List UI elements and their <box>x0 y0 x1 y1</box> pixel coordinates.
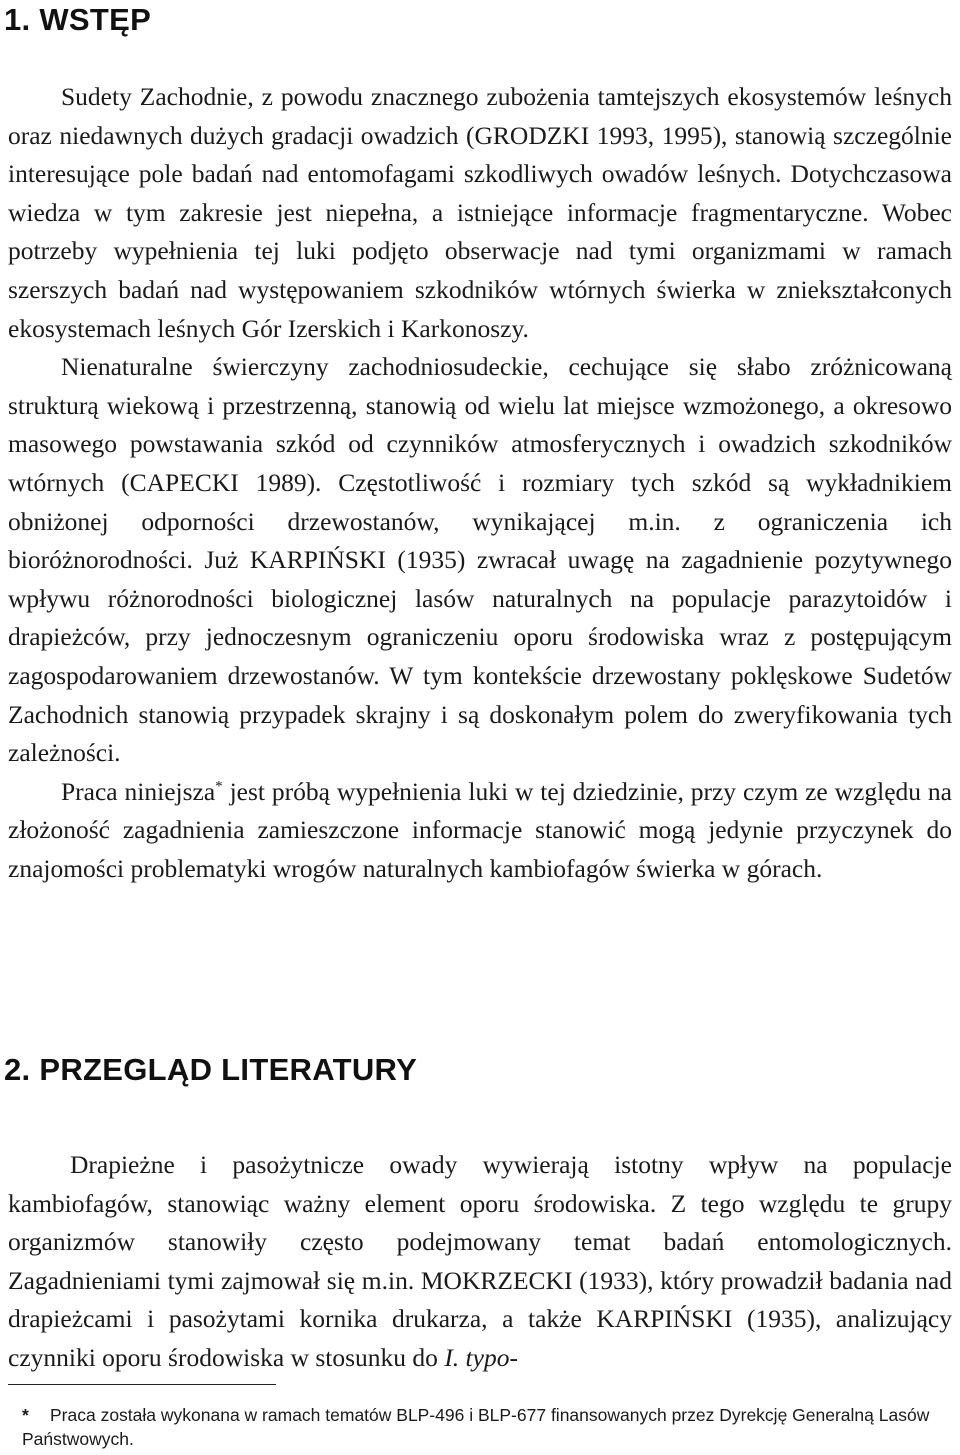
paragraph-text: jest próbą wypełnienia luki w tej dziedzinie, przy czym ze względu na złożoność zagadnienia zamieszczone informacje stanowić mogą jedynie przyczynek do znajomości problematyki wrogów naturalnych kambiofagów świerka w górach. <box>8 776 952 883</box>
footnote-divider <box>8 1384 276 1385</box>
footnote <box>22 1403 952 1451</box>
paragraph: Sudety Zachodnie, z powodu znacznego zubożenia tamtejszych ekosystemów leśnych oraz niedawnych dużych gradacji owadzich (GRODZKI 1993, 1995), stanowią szczególnie interesujące pole badań nad entomofagami szkodliwych owadów leśnych. Dotychczasowa wiedza w tym zakresie jest niepełna, a istniejące informacje fragmentaryczne. Wobec potrzeby wypełnienia tej luki podjęto obserwacje nad tymi organizmami w ramach szerszych badań nad występowaniem szkodników wtórnych świerka w zniekształconych ekosystemach leśnych Gór Izerskich i Karkonoszy. <box>8 82 952 343</box>
section-body-literature-review <box>8 1146 952 1378</box>
section-heading-introduction: 1. WSTĘP <box>4 2 152 37</box>
paragraph <box>8 1146 952 1378</box>
paragraph <box>8 773 952 889</box>
paragraph: Nienaturalne świerczyny zachodniosudeckie, cechujące się słabo zróżnicowaną strukturą wiekową i przestrzenną, stanowią od wielu lat miejsce wzmożonego, a okresowo masowego powstawania szkód od czynników atmosferycznych i owadzich szkodników wtórnych (CAPECKI 1989). Częstotliwość i rozmiary tych szkód są wykładnikiem obniżonej odporności drzewostanów, wynikającej m.in. z ograniczenia ich bioróżnorodności. Już KARPIŃSKI (1935) zwracał uwagę na zagadnienie pozytywnego wpływu różnorodności biologicznej lasów naturalnych na populacje parazytoidów i drapieżców, przy jednoczesnym ograniczeniu oporu środowiska wraz z postępującym zagospodarowaniem drzewostanów. W tym kontekście drzewostany poklęskowe Sudetów Zachodnich stanowią przypadek skrajny i są doskonałym polem do zweryfikowania tych zależności. <box>8 352 952 768</box>
section-heading-literature-review: 2. PRZEGLĄD LITERATURY <box>4 1052 418 1087</box>
footnote-mark: * <box>22 1405 29 1425</box>
species-name: I. typo- <box>444 1342 518 1372</box>
paragraph-text: Drapieżne i pasożytnicze owady wywierają istotny wpływ na populacje kambiofagów, stanowiąc ważny element oporu środowiska. Z tego względu te grupy organizmów stanowiły często podejmowany temat badań entomologicznych. Zagadnieniami tymi zajmował się m.in. MOKRZECKI (1933), który prowadził badania nad drapieżcami i pasożytami kornika drukarza, a także KARPIŃSKI (1935), analizujący czynniki oporu środowiska w stosunku do <box>8 1150 952 1372</box>
footnote-reference: * <box>215 778 223 795</box>
footnote-text: Praca została wykonana w ramach tematów BLP-496 i BLP-677 finansowanych przez Dyrekcję Generalną Lasów Państwowych. <box>22 1405 930 1449</box>
section-body-introduction <box>8 78 952 888</box>
paragraph-text: Praca niniejsza <box>61 776 216 806</box>
